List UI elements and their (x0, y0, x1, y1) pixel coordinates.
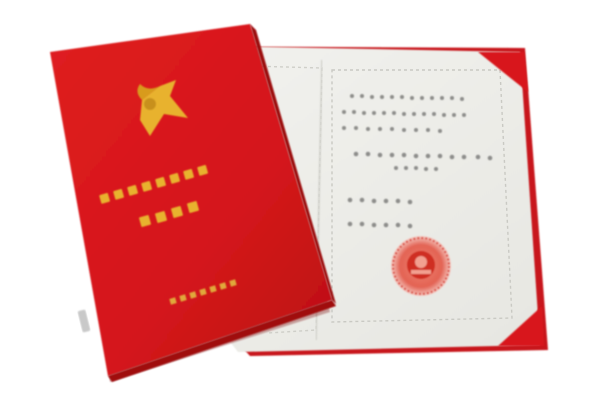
official-seal-icon (391, 236, 451, 296)
